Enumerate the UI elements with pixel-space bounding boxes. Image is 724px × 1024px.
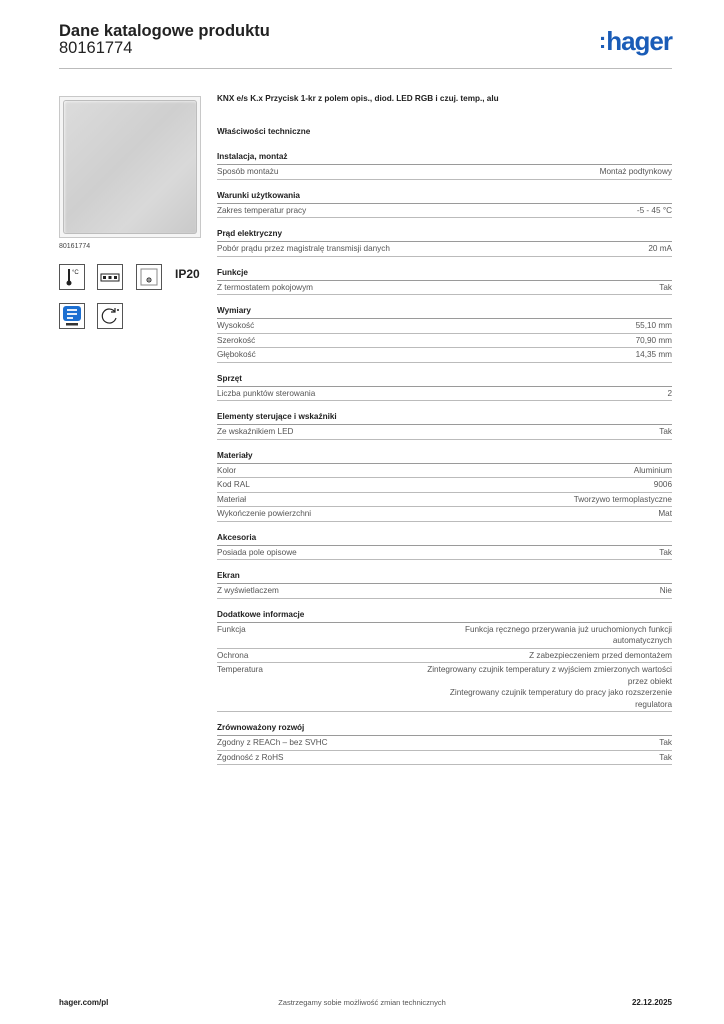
- spec-value: 70,90 mm: [635, 335, 672, 345]
- spec-section: [217, 451, 672, 522]
- footer-date: 22.12.2025: [631, 998, 672, 1007]
- spec-row: [217, 736, 672, 751]
- section-title: Warunki użytkowania: [217, 191, 672, 204]
- spec-row: [217, 584, 672, 599]
- spec-key: Posiada pole opisowe: [217, 547, 297, 557]
- spec-row: [217, 387, 672, 402]
- spec-key: Głębokość: [217, 350, 256, 359]
- spec-row: [217, 165, 672, 180]
- spec-row: [217, 242, 672, 257]
- spec-value: Montaż podtynkowy: [599, 167, 672, 176]
- spec-section: [217, 571, 672, 599]
- spec-value: Aluminium: [633, 465, 672, 475]
- sensor-icon: [136, 264, 162, 290]
- spec-value: Tak: [659, 427, 672, 436]
- spec-key: Pobór prądu przez magistralę transmisji danych: [217, 244, 390, 253]
- spec-sections: [217, 152, 672, 765]
- spec-row: [217, 204, 672, 219]
- spec-value: Tak: [659, 547, 672, 557]
- footer-note: Zastrzegamy sobie możliwość zmian technicznych: [278, 998, 446, 1007]
- spec-value: Tworzywo termoplastyczne: [573, 494, 672, 504]
- spec-value: 55,10 mm: [635, 321, 672, 330]
- spec-row: [217, 623, 672, 649]
- spec-content: [217, 94, 672, 765]
- spec-section: [217, 533, 672, 561]
- product-title: KNX e/s K.x Przycisk 1-kr z polem opis., diod. LED RGB i czuj. temp., alu: [217, 94, 499, 103]
- spec-key: Sposób montażu: [217, 167, 279, 176]
- spec-key: Zgodny z REACh – bez SVHC: [217, 738, 328, 747]
- spec-key: Wysokość: [217, 321, 255, 330]
- product-code: 80161774: [59, 39, 133, 57]
- spec-key: Szerokość: [217, 335, 256, 345]
- spec-key: Z termostatem pokojowym: [217, 282, 314, 292]
- props-heading: Właściwości techniczne: [217, 127, 311, 136]
- section-title: Dodatkowe informacje: [217, 610, 672, 623]
- spec-value: Tak: [659, 752, 672, 762]
- spec-row: [217, 649, 672, 664]
- spec-section: [217, 306, 672, 363]
- spec-row: [217, 478, 672, 493]
- spec-value: 14,35 mm: [635, 350, 672, 359]
- spec-key: Zakres temperatur pracy: [217, 205, 307, 215]
- section-title: Sprzęt: [217, 374, 672, 387]
- spec-key: Kolor: [217, 465, 237, 475]
- spec-row: [217, 493, 672, 508]
- hager-logo: :hager: [598, 26, 672, 56]
- spec-value: Z zabezpieczeniem przed demontażem: [529, 650, 672, 660]
- spec-key: Ze wskaźnikiem LED: [217, 427, 294, 436]
- section-title: Materiały: [217, 451, 672, 464]
- spec-row: [217, 663, 672, 712]
- spec-section: [217, 723, 672, 765]
- spec-row: [217, 425, 672, 440]
- section-title: Elementy sterujące i wskaźniki: [217, 412, 672, 425]
- spec-row: [217, 546, 672, 561]
- section-title: Funkcje: [217, 268, 672, 281]
- spec-row: [217, 751, 672, 766]
- knx-icon: [59, 303, 85, 329]
- spec-value: Nie: [659, 586, 672, 595]
- spec-row: [217, 319, 672, 334]
- section-title: Ekran: [217, 571, 672, 584]
- spec-key: Z wyświetlaczem: [217, 586, 279, 595]
- spec-row: [217, 507, 672, 522]
- section-title: Wymiary: [217, 306, 672, 319]
- svg-text:°C: °C: [72, 270, 79, 276]
- section-title: Akcesoria: [217, 533, 672, 546]
- product-image: [59, 96, 201, 238]
- section-title: Zrównoważony rozwój: [217, 723, 672, 736]
- spec-section: [217, 610, 672, 713]
- spec-key: Materiał: [217, 494, 247, 504]
- logo-text: hager: [606, 26, 672, 56]
- spec-value: Tak: [659, 738, 672, 747]
- spec-key: Liczba punktów sterowania: [217, 388, 316, 398]
- rotation-icon: [97, 303, 123, 329]
- spec-section: [217, 229, 672, 257]
- spec-row: [217, 281, 672, 296]
- page-title: Dane katalogowe produktu: [59, 22, 270, 40]
- image-caption: 80161774: [59, 243, 91, 250]
- spec-key: Kod RAL: [217, 480, 250, 489]
- spec-value: 20 mA: [648, 244, 672, 253]
- section-title: Prąd elektryczny: [217, 229, 672, 242]
- spec-key: Wykończenie powierzchni: [217, 509, 312, 518]
- spec-row: [217, 348, 672, 363]
- footer-url[interactable]: hager.com/pl: [59, 998, 109, 1007]
- spec-section: [217, 268, 672, 296]
- spec-section: [217, 374, 672, 402]
- spec-value: 9006: [653, 480, 672, 489]
- spec-value: Mat: [658, 509, 672, 518]
- display-icon: [97, 264, 123, 290]
- spec-row: [217, 334, 672, 349]
- spec-section: [217, 191, 672, 219]
- section-title: Instalacja, montaż: [217, 152, 672, 165]
- spec-value: 2: [667, 388, 672, 398]
- spec-key: Temperatura: [217, 665, 263, 674]
- header-divider: [59, 68, 672, 69]
- spec-key: Zgodność z RoHS: [217, 752, 284, 762]
- spec-row: [217, 464, 672, 479]
- spec-value: Tak: [659, 282, 672, 292]
- spec-section: [217, 412, 672, 440]
- ip20-badge: IP20: [175, 267, 200, 281]
- spec-section: [217, 152, 672, 180]
- spec-value: -5 - 45 °C: [636, 205, 672, 215]
- spec-key: Ochrona: [217, 650, 249, 660]
- thermometer-icon: [59, 264, 85, 290]
- spec-value: Funkcja ręcznego przerywania już uruchomionych funkcji automatycznych: [464, 624, 672, 645]
- spec-key: Funkcja: [217, 624, 246, 634]
- spec-value: Zintegrowany czujnik temperatury z wyjściem zmierzonych wartości przez obiekt Zintegrowany czujnik temperatury do pracy jako rozszerzenie regulatora: [427, 665, 672, 709]
